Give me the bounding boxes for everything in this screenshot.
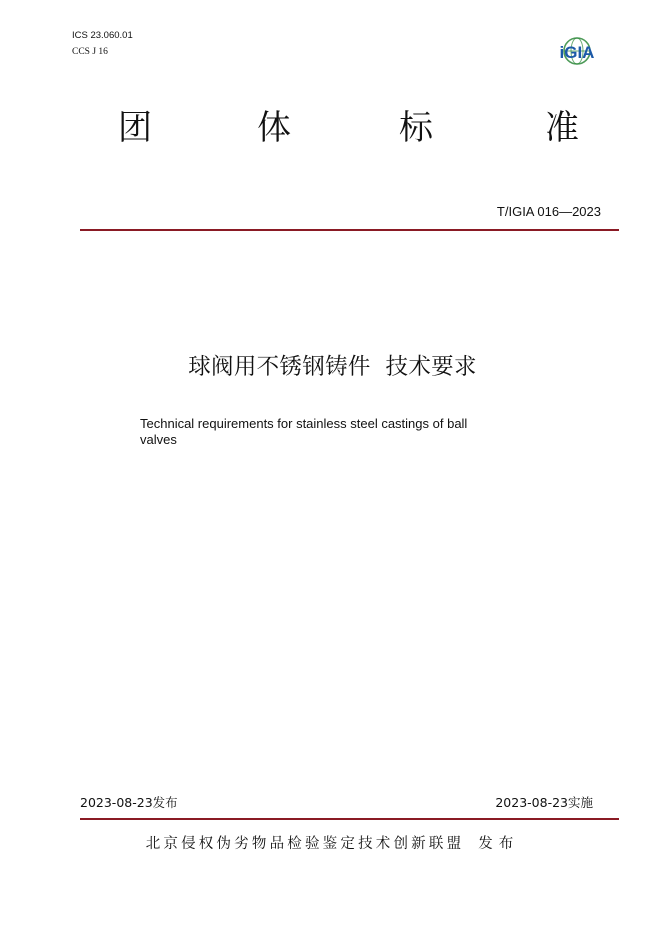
english-title-line-1: Technical requirements for stainless steel castings of ball [140, 416, 468, 431]
english-title [140, 416, 540, 447]
publisher-action: 发布 [478, 836, 520, 852]
heading-char-2: 体 [257, 108, 291, 148]
heading-char-3: 标 [399, 108, 433, 148]
igia-logo-icon [550, 36, 604, 66]
english-title-line-2: valves [140, 431, 177, 447]
heading-char-1: 团 [118, 108, 152, 148]
ccs-code: CCS J 16 [72, 47, 108, 57]
implementation-date: 2023-08-23实施 [495, 795, 593, 810]
bottom-divider [80, 818, 619, 820]
ics-code: ICS 23.060.01 [72, 30, 133, 41]
top-divider [80, 229, 619, 231]
logo-wordmark: iGIA [559, 43, 595, 62]
publisher-line [0, 834, 665, 854]
chinese-title: 球阀用不锈钢铸件 技术要求 [188, 354, 477, 380]
standard-number: T/IGIA 016—2023 [496, 204, 601, 219]
publisher-organization: 北京侵权伪劣物品检验鉴定技术创新联盟 [145, 836, 465, 852]
issue-date: 2023-08-23发布 [80, 795, 178, 810]
igia-logo [550, 36, 604, 66]
heading-char-4: 准 [545, 108, 579, 148]
